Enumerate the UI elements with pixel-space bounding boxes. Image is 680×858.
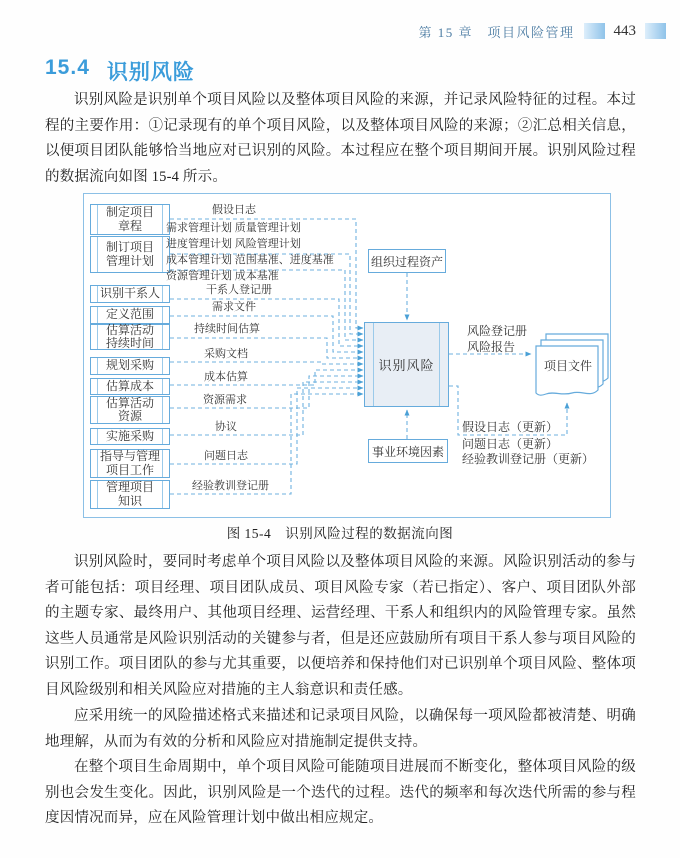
eef-box: 事业环境因素 [368, 439, 448, 463]
process-box-estimate-costs: 估算成本 [90, 378, 170, 395]
flow-label-issue-log: 问题日志 [204, 450, 248, 462]
process-box-manage-knowledge: 管理项目 知识 [90, 480, 170, 509]
process-box-define-scope: 定义范围 [90, 306, 170, 324]
update-label-issue-log: 问题日志（更新） [462, 437, 559, 451]
update-label-lessons-learned: 经验教训登记册（更新） [462, 452, 595, 466]
paragraph-4: 在整个项目生命周期中，单个项目风险可能随项目进展而不断变化，整体项目风险的级别也会发生变化。因此，识别风险是一个迭代的过程。迭代的频率和每次迭代所需的参与程度因情况而异，应在风险管理计划中做出相应规定。 [45, 759, 636, 827]
project-documents-label: 项目文件 [543, 359, 592, 373]
process-box-develop-project-charter: 制定项目 章程 [90, 204, 170, 235]
output-label-risk-report: 风险报告 [467, 340, 516, 354]
section-title-text: 识别风险 [106, 61, 195, 84]
section-number: 15.4 [45, 56, 90, 79]
figure-caption: 图 15-4 识别风险过程的数据流向图 [226, 526, 454, 541]
paragraph-1: 识别风险是识别单个项目风险以及整体项目风险的来源，并记录风险特征的过程。本过程的主要作用：①记录现有的单个项目风险，以及整体项目风险的来源；②汇总相关信息，以便项目团队能够恰当地应对已识别的风险。本过程应在整个项目期间开展。识别风险过程的数据流向如图 15-4 所示。 [45, 92, 636, 185]
process-box-direct-manage-work: 指导与管理 项目工作 [90, 449, 170, 478]
process-box-identify-stakeholders: 识别干系人 [90, 285, 170, 303]
flow-label-cost-estimates: 成本估算 [204, 371, 248, 383]
paragraph-3: 应采用统一的风险描述格式来描述和记录项目风险，以确保每一项风险都被清楚、明确地理解，从而为有效的分析和风险应对措施制定提供支持。 [45, 708, 636, 750]
output-label-risk-register: 风险登记册 [467, 324, 528, 338]
flow-label-assumption-log: 假设日志 [212, 204, 256, 216]
flow-label-resource-requirements: 资源需求 [203, 394, 247, 406]
page-header [0, 22, 666, 40]
flow-label-requirements-doc: 需求文件 [212, 301, 256, 313]
flow-label-duration-estimates: 持续时间估算 [194, 323, 260, 335]
update-label-assumption-log: 假设日志（更新） [462, 420, 559, 434]
header-decoration-right [645, 23, 666, 39]
flow-label-procurement-docs: 采购文档 [204, 348, 248, 360]
flow-label-stakeholder-register: 干系人登记册 [206, 284, 272, 296]
process-box-estimate-activity-resources: 估算活动 资源 [90, 396, 170, 424]
process-box-develop-pm-plan: 制订项目 管理计划 [90, 236, 170, 273]
process-box-plan-procurement: 规划采购 [90, 357, 170, 375]
flow-label-plan-outputs: 需求管理计划 质量管理计划 进度管理计划 风险管理计划 成本管理计划 范围基准、进度基准 资源管理计划 成本基准 [166, 222, 334, 282]
process-box-estimate-activity-durations: 估算活动 持续时间 [90, 324, 170, 350]
page-number: 443 [613, 22, 636, 39]
flow-label-lessons-learned: 经验教训登记册 [192, 480, 269, 492]
chapter-title: 第 15 章 项目风险管理 [418, 24, 575, 40]
identify-risks-process-box: 识别风险 [364, 322, 449, 407]
section-title [45, 56, 195, 86]
opa-box: 组织过程资产 [368, 249, 446, 273]
paragraph-2: 识别风险时，要同时考虑单个项目风险以及整体项目风险的来源。风险识别活动的参与者可能包括：项目经理、项目团队成员、项目风险专家（若已指定）、客户、项目团队外部的主题专家、最终用户、其他项目经理、运营经理、干系人和组织内的风险管理专家。虽然这些人员通常是风险识别活动的关键参与者，但是还应鼓励所有项目干系人参与项目风险的识别工作。项目团队的参与尤其重要，以便培养和保持他们对已识别单个项目风险、整体项目风险级别和相关风险应对措施的主人翁意识和责任感。 [45, 554, 636, 698]
header-decoration-left [584, 23, 605, 39]
figure-15-4-data-flow-diagram [83, 193, 611, 518]
process-box-conduct-procurements: 实施采购 [90, 428, 170, 445]
flow-label-agreements: 协议 [215, 421, 237, 433]
